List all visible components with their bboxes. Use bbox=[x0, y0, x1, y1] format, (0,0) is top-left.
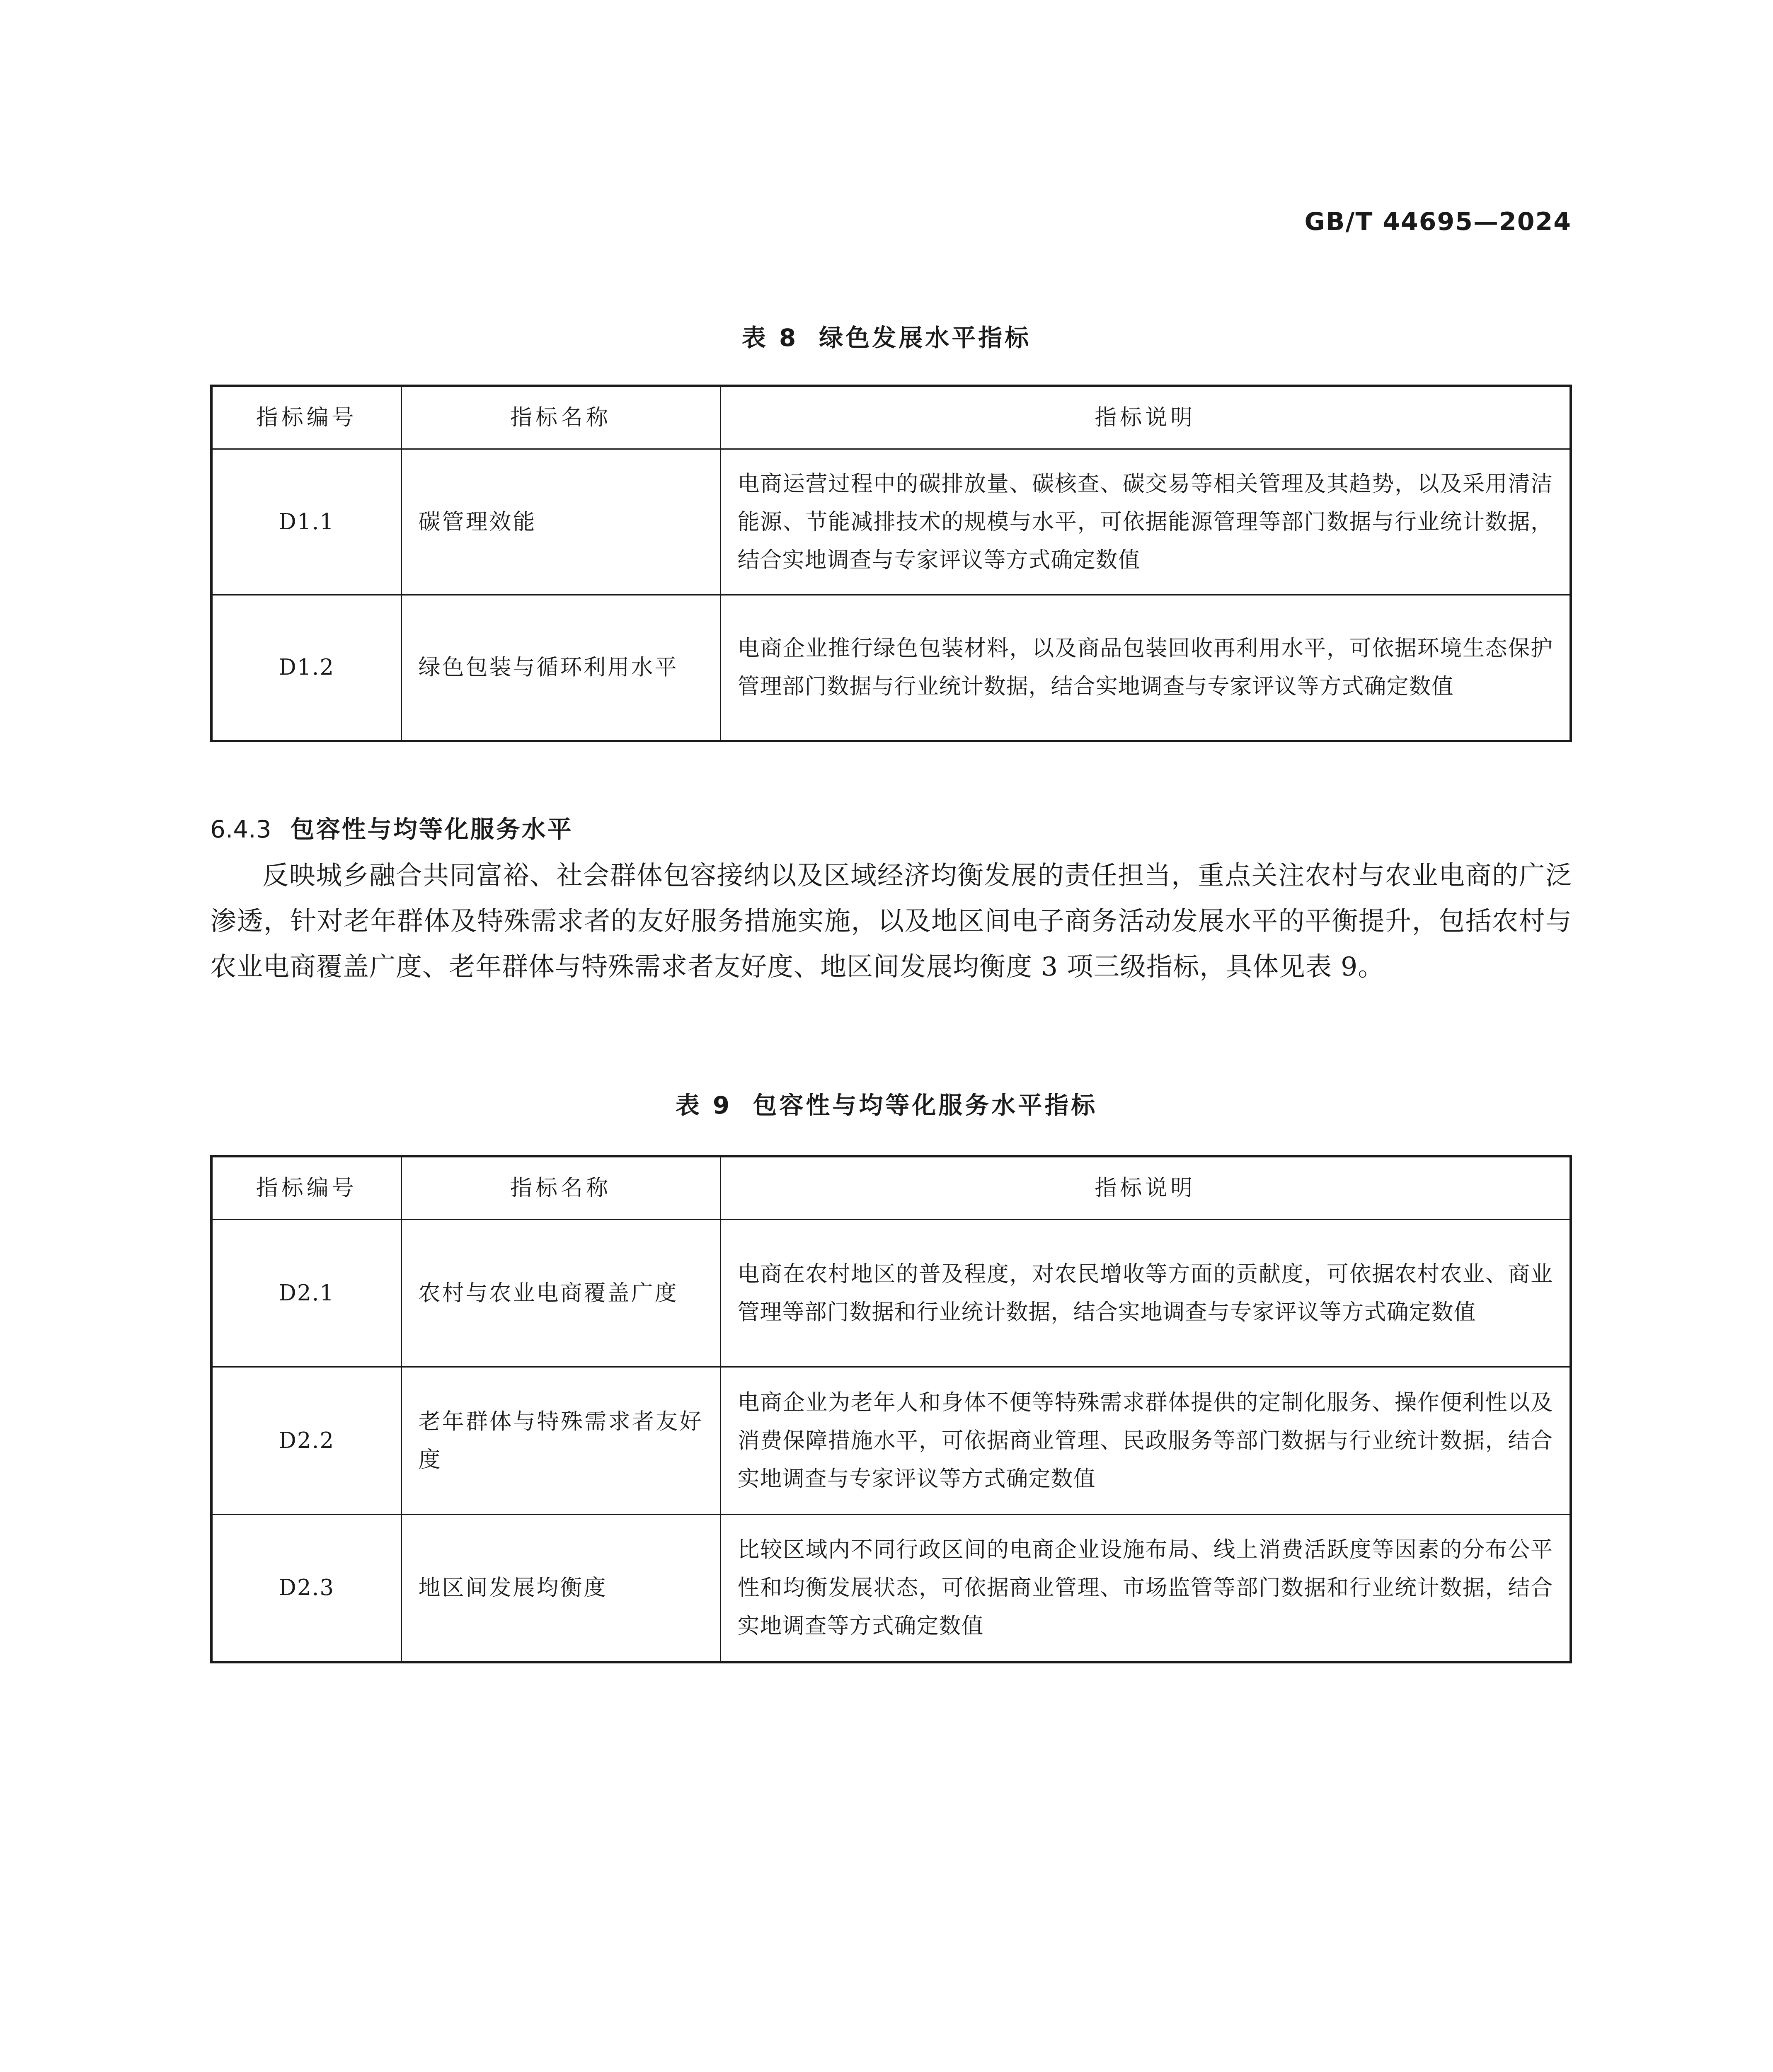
section-number: 6.4.3 bbox=[210, 815, 271, 843]
indicator-name: 碳管理效能 bbox=[401, 449, 720, 595]
indicator-code: D1.1 bbox=[211, 449, 401, 595]
standard-code: GB/T 44695—2024 bbox=[1304, 207, 1572, 236]
indicator-name: 农村与农业电商覆盖广度 bbox=[401, 1220, 720, 1367]
table-row bbox=[211, 1515, 1571, 1662]
table-9-caption-title: 包容性与均等化服务水平指标 bbox=[753, 1091, 1098, 1119]
table-row bbox=[211, 1367, 1571, 1515]
table-8-caption-title: 绿色发展水平指标 bbox=[819, 324, 1032, 352]
table-row bbox=[211, 1220, 1571, 1367]
column-header-name: 指标名称 bbox=[401, 1156, 720, 1220]
table-row bbox=[211, 449, 1571, 595]
column-header-code: 指标编号 bbox=[211, 1156, 401, 1220]
indicator-name: 地区间发展均衡度 bbox=[401, 1515, 720, 1662]
table-9-caption-number: 表 9 bbox=[675, 1091, 732, 1119]
indicator-description: 比较区域内不同行政区间的电商企业设施布局、线上消费活跃度等因素的分布公平性和均衡发展状态，可依据商业管理、市场监管等部门数据和行业统计数据，结合实地调查等方式确定数值 bbox=[720, 1515, 1571, 1662]
table-8-caption-number: 表 8 bbox=[741, 324, 799, 352]
table-9-caption bbox=[0, 1086, 1773, 1121]
table-9 bbox=[210, 1155, 1572, 1663]
indicator-description: 电商企业为老年人和身体不便等特殊需求群体提供的定制化服务、操作便利性以及消费保障措施水平，可依据商业管理、民政服务等部门数据与行业统计数据，结合实地调查与专家评议等方式确定数值 bbox=[720, 1367, 1571, 1515]
indicator-code: D2.2 bbox=[211, 1367, 401, 1515]
indicator-code: D2.1 bbox=[211, 1220, 401, 1367]
indicator-description: 电商在农村地区的普及程度，对农民增收等方面的贡献度，可依据农村农业、商业管理等部门数据和行业统计数据，结合实地调查与专家评议等方式确定数值 bbox=[720, 1220, 1571, 1367]
section-heading bbox=[210, 810, 573, 845]
table-header-row bbox=[211, 1156, 1571, 1220]
table-row bbox=[211, 595, 1571, 741]
indicator-code: D1.2 bbox=[211, 595, 401, 741]
column-header-description: 指标说明 bbox=[720, 1156, 1571, 1220]
column-header-code: 指标编号 bbox=[211, 386, 401, 449]
indicator-name: 绿色包装与循环利用水平 bbox=[401, 595, 720, 741]
section-paragraph: 反映城乡融合共同富裕、社会群体包容接纳以及区域经济均衡发展的责任担当，重点关注农村与农业电商的广泛渗透，针对老年群体及特殊需求者的友好服务措施实施，以及地区间电子商务活动发展水平的平衡提升，包括农村与农业电商覆盖广度、老年群体与特殊需求者友好度、地区间发展均衡度 3 项三级指标，具体见表 9。 bbox=[210, 860, 1572, 982]
indicator-name: 老年群体与特殊需求者友好度 bbox=[401, 1367, 720, 1515]
indicator-code: D2.3 bbox=[211, 1515, 401, 1662]
table-8 bbox=[210, 385, 1572, 742]
indicator-description: 电商运营过程中的碳排放量、碳核查、碳交易等相关管理及其趋势，以及采用清洁能源、节能减排技术的规模与水平，可依据能源管理等部门数据与行业统计数据，结合实地调查与专家评议等方式确定数值 bbox=[720, 449, 1571, 595]
indicator-description: 电商企业推行绿色包装材料，以及商品包装回收再利用水平，可依据环境生态保护管理部门数据与行业统计数据，结合实地调查与专家评议等方式确定数值 bbox=[720, 595, 1571, 741]
section-title: 包容性与均等化服务水平 bbox=[290, 815, 573, 843]
column-header-name: 指标名称 bbox=[401, 386, 720, 449]
column-header-description: 指标说明 bbox=[720, 386, 1571, 449]
table-header-row bbox=[211, 386, 1571, 449]
table-8-caption bbox=[0, 318, 1773, 353]
